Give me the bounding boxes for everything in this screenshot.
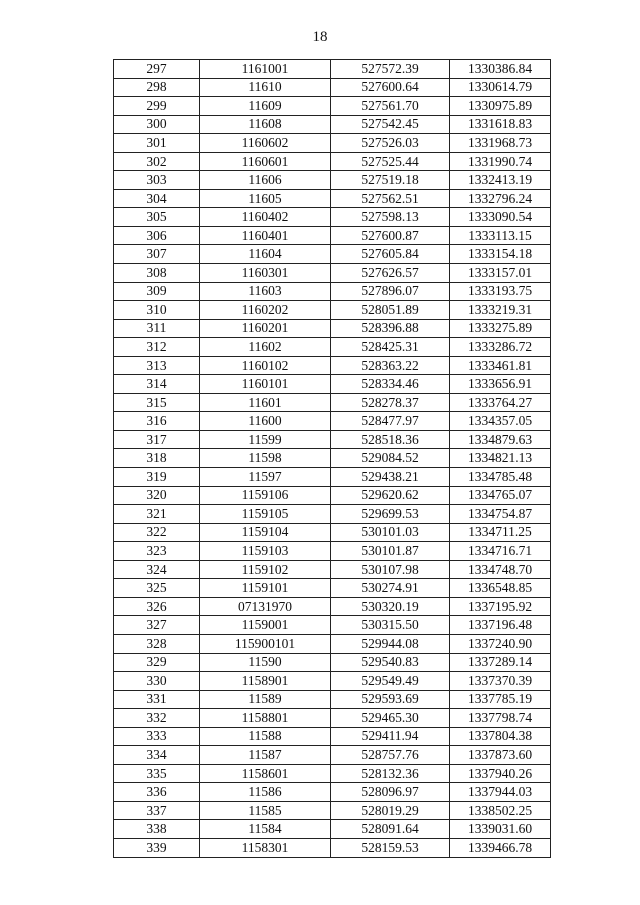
row-number-cell: 337 [114,801,200,820]
x-coordinate-cell: 528518.36 [331,430,450,449]
coordinates-table [113,59,551,858]
point-id-cell: 11609 [200,97,331,116]
y-coordinate-cell: 1337785.19 [450,690,551,709]
row-number-cell: 306 [114,226,200,245]
table-row [114,189,551,208]
point-id-cell: 11584 [200,820,331,839]
table-row [114,449,551,468]
table-row [114,709,551,728]
x-coordinate-cell: 530315.50 [331,616,450,635]
row-number-cell: 309 [114,282,200,301]
y-coordinate-cell: 1333113.15 [450,226,551,245]
point-id-cell: 1158301 [200,838,331,857]
table-row [114,301,551,320]
row-number-cell: 331 [114,690,200,709]
point-id-cell: 11604 [200,245,331,264]
row-number-cell: 297 [114,60,200,79]
row-number-cell: 313 [114,356,200,375]
y-coordinate-cell: 1330614.79 [450,78,551,97]
y-coordinate-cell: 1333656.91 [450,375,551,394]
row-number-cell: 321 [114,505,200,524]
x-coordinate-cell: 528757.76 [331,746,450,765]
table-row [114,727,551,746]
y-coordinate-cell: 1334716.71 [450,542,551,561]
table-row [114,634,551,653]
table-row [114,764,551,783]
row-number-cell: 299 [114,97,200,116]
point-id-cell: 11610 [200,78,331,97]
coordinates-table-body [114,60,551,858]
x-coordinate-cell: 528396.88 [331,319,450,338]
x-coordinate-cell: 528363.22 [331,356,450,375]
point-id-cell: 11588 [200,727,331,746]
point-id-cell: 1160401 [200,226,331,245]
y-coordinate-cell: 1333193.75 [450,282,551,301]
point-id-cell: 11602 [200,338,331,357]
page-number: 18 [312,29,328,45]
row-number-cell: 300 [114,115,200,134]
row-number-cell: 327 [114,616,200,635]
point-id-cell: 11586 [200,783,331,802]
x-coordinate-cell: 529620.62 [331,486,450,505]
row-number-cell: 334 [114,746,200,765]
point-id-cell: 1159101 [200,579,331,598]
point-id-cell: 1159103 [200,542,331,561]
table-row [114,152,551,171]
row-number-cell: 318 [114,449,200,468]
table-row [114,78,551,97]
x-coordinate-cell: 527542.45 [331,115,450,134]
table-row [114,801,551,820]
x-coordinate-cell: 529084.52 [331,449,450,468]
table-row [114,171,551,190]
table-row [114,430,551,449]
row-number-cell: 305 [114,208,200,227]
point-id-cell: 11597 [200,468,331,487]
y-coordinate-cell: 1334765.07 [450,486,551,505]
table-row [114,486,551,505]
y-coordinate-cell: 1337196.48 [450,616,551,635]
point-id-cell: 11601 [200,393,331,412]
table-row [114,375,551,394]
x-coordinate-cell: 530107.98 [331,560,450,579]
point-id-cell: 11605 [200,189,331,208]
table-row [114,468,551,487]
y-coordinate-cell: 1333275.89 [450,319,551,338]
x-coordinate-cell: 528334.46 [331,375,450,394]
x-coordinate-cell: 529411.94 [331,727,450,746]
row-number-cell: 315 [114,393,200,412]
point-id-cell: 11587 [200,746,331,765]
y-coordinate-cell: 1334748.70 [450,560,551,579]
x-coordinate-cell: 527525.44 [331,152,450,171]
row-number-cell: 319 [114,468,200,487]
table-row [114,282,551,301]
point-id-cell: 11603 [200,282,331,301]
y-coordinate-cell: 1338502.25 [450,801,551,820]
y-coordinate-cell: 1334711.25 [450,523,551,542]
x-coordinate-cell: 527600.87 [331,226,450,245]
row-number-cell: 310 [114,301,200,320]
row-number-cell: 311 [114,319,200,338]
row-number-cell: 329 [114,653,200,672]
table-row [114,597,551,616]
x-coordinate-cell: 527600.64 [331,78,450,97]
row-number-cell: 322 [114,523,200,542]
y-coordinate-cell: 1339466.78 [450,838,551,857]
table-row [114,505,551,524]
y-coordinate-cell: 1331968.73 [450,134,551,153]
x-coordinate-cell: 527526.03 [331,134,450,153]
y-coordinate-cell: 1337289.14 [450,653,551,672]
table-row [114,653,551,672]
x-coordinate-cell: 527561.70 [331,97,450,116]
table-row [114,134,551,153]
point-id-cell: 07131970 [200,597,331,616]
point-id-cell: 1160201 [200,319,331,338]
row-number-cell: 330 [114,672,200,691]
point-id-cell: 1161001 [200,60,331,79]
row-number-cell: 338 [114,820,200,839]
point-id-cell: 1159106 [200,486,331,505]
x-coordinate-cell: 527572.39 [331,60,450,79]
y-coordinate-cell: 1333219.31 [450,301,551,320]
y-coordinate-cell: 1337944.03 [450,783,551,802]
y-coordinate-cell: 1330386.84 [450,60,551,79]
row-number-cell: 308 [114,264,200,283]
y-coordinate-cell: 1333461.81 [450,356,551,375]
x-coordinate-cell: 529540.83 [331,653,450,672]
row-number-cell: 326 [114,597,200,616]
row-number-cell: 336 [114,783,200,802]
point-id-cell: 1160301 [200,264,331,283]
point-id-cell: 11590 [200,653,331,672]
point-id-cell: 11589 [200,690,331,709]
y-coordinate-cell: 1337873.60 [450,746,551,765]
y-coordinate-cell: 1337195.92 [450,597,551,616]
x-coordinate-cell: 529944.08 [331,634,450,653]
y-coordinate-cell: 1334785.48 [450,468,551,487]
y-coordinate-cell: 1334357.05 [450,412,551,431]
point-id-cell: 1159105 [200,505,331,524]
x-coordinate-cell: 528159.53 [331,838,450,857]
point-id-cell: 11599 [200,430,331,449]
point-id-cell: 1160101 [200,375,331,394]
table-row [114,616,551,635]
x-coordinate-cell: 529438.21 [331,468,450,487]
row-number-cell: 320 [114,486,200,505]
row-number-cell: 324 [114,560,200,579]
point-id-cell: 11585 [200,801,331,820]
point-id-cell: 1158901 [200,672,331,691]
table-row [114,208,551,227]
y-coordinate-cell: 1330975.89 [450,97,551,116]
row-number-cell: 303 [114,171,200,190]
table-row [114,60,551,79]
row-number-cell: 312 [114,338,200,357]
point-id-cell: 11608 [200,115,331,134]
x-coordinate-cell: 527562.51 [331,189,450,208]
row-number-cell: 317 [114,430,200,449]
x-coordinate-cell: 528096.97 [331,783,450,802]
row-number-cell: 333 [114,727,200,746]
table-row [114,319,551,338]
table-row [114,115,551,134]
row-number-cell: 325 [114,579,200,598]
y-coordinate-cell: 1333286.72 [450,338,551,357]
point-id-cell: 1160202 [200,301,331,320]
point-id-cell: 1158601 [200,764,331,783]
x-coordinate-cell: 530101.03 [331,523,450,542]
table-row [114,245,551,264]
x-coordinate-cell: 530101.87 [331,542,450,561]
point-id-cell: 11606 [200,171,331,190]
point-id-cell: 1160601 [200,152,331,171]
y-coordinate-cell: 1332413.19 [450,171,551,190]
table-row [114,690,551,709]
y-coordinate-cell: 1333154.18 [450,245,551,264]
point-id-cell: 1159102 [200,560,331,579]
x-coordinate-cell: 527626.57 [331,264,450,283]
x-coordinate-cell: 527519.18 [331,171,450,190]
point-id-cell: 1160402 [200,208,331,227]
x-coordinate-cell: 529699.53 [331,505,450,524]
table-row [114,783,551,802]
table-row [114,393,551,412]
x-coordinate-cell: 529593.69 [331,690,450,709]
table-row [114,356,551,375]
y-coordinate-cell: 1334754.87 [450,505,551,524]
y-coordinate-cell: 1337370.39 [450,672,551,691]
table-row [114,97,551,116]
x-coordinate-cell: 528132.36 [331,764,450,783]
y-coordinate-cell: 1339031.60 [450,820,551,839]
row-number-cell: 298 [114,78,200,97]
x-coordinate-cell: 528278.37 [331,393,450,412]
table-row [114,264,551,283]
table-row [114,338,551,357]
x-coordinate-cell: 529549.49 [331,672,450,691]
point-id-cell: 1159104 [200,523,331,542]
row-number-cell: 332 [114,709,200,728]
y-coordinate-cell: 1337940.26 [450,764,551,783]
y-coordinate-cell: 1331618.83 [450,115,551,134]
table-row [114,746,551,765]
table-row [114,542,551,561]
table-row [114,226,551,245]
x-coordinate-cell: 527896.07 [331,282,450,301]
x-coordinate-cell: 528425.31 [331,338,450,357]
row-number-cell: 307 [114,245,200,264]
row-number-cell: 339 [114,838,200,857]
x-coordinate-cell: 527598.13 [331,208,450,227]
point-id-cell: 1160102 [200,356,331,375]
row-number-cell: 304 [114,189,200,208]
table-row [114,412,551,431]
y-coordinate-cell: 1334879.63 [450,430,551,449]
row-number-cell: 328 [114,634,200,653]
row-number-cell: 301 [114,134,200,153]
table-row [114,560,551,579]
y-coordinate-cell: 1333764.27 [450,393,551,412]
point-id-cell: 1160602 [200,134,331,153]
x-coordinate-cell: 527605.84 [331,245,450,264]
point-id-cell: 1158801 [200,709,331,728]
table-row [114,672,551,691]
x-coordinate-cell: 530274.91 [331,579,450,598]
table-row [114,820,551,839]
point-id-cell: 1159001 [200,616,331,635]
x-coordinate-cell: 528477.97 [331,412,450,431]
row-number-cell: 335 [114,764,200,783]
table-row [114,579,551,598]
x-coordinate-cell: 528091.64 [331,820,450,839]
x-coordinate-cell: 530320.19 [331,597,450,616]
point-id-cell: 115900101 [200,634,331,653]
y-coordinate-cell: 1333090.54 [450,208,551,227]
y-coordinate-cell: 1334821.13 [450,449,551,468]
x-coordinate-cell: 529465.30 [331,709,450,728]
table-row [114,838,551,857]
x-coordinate-cell: 528051.89 [331,301,450,320]
y-coordinate-cell: 1336548.85 [450,579,551,598]
point-id-cell: 11598 [200,449,331,468]
y-coordinate-cell: 1331990.74 [450,152,551,171]
row-number-cell: 316 [114,412,200,431]
y-coordinate-cell: 1337798.74 [450,709,551,728]
x-coordinate-cell: 528019.29 [331,801,450,820]
y-coordinate-cell: 1337240.90 [450,634,551,653]
y-coordinate-cell: 1332796.24 [450,189,551,208]
table-row [114,523,551,542]
y-coordinate-cell: 1333157.01 [450,264,551,283]
point-id-cell: 11600 [200,412,331,431]
row-number-cell: 302 [114,152,200,171]
row-number-cell: 323 [114,542,200,561]
row-number-cell: 314 [114,375,200,394]
y-coordinate-cell: 1337804.38 [450,727,551,746]
